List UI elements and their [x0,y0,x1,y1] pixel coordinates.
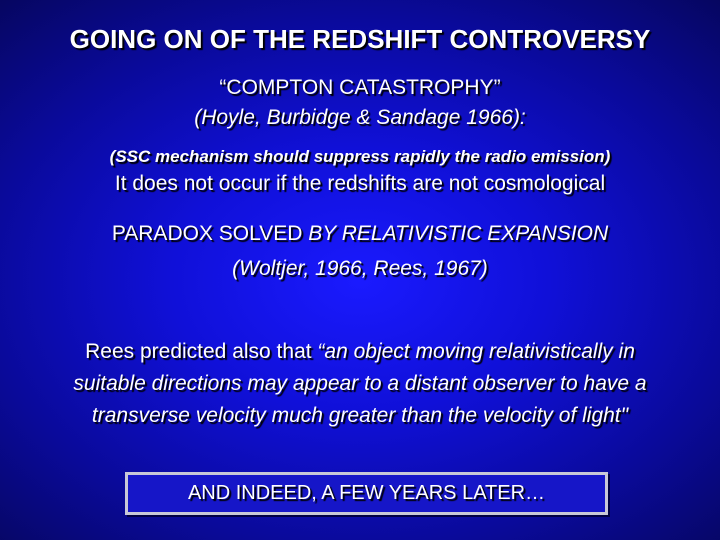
occurrence-statement: It does not occur if the redshifts are not cosmological [114,172,606,195]
rees-line-3: transverse velocity much greater than the velocity of light" [91,404,629,427]
compton-heading: “COMPTON CATASTROPHY” [219,76,501,99]
paradox-prefix: PARADOX SOLVED [111,222,309,245]
compton-citation: (Hoyle, Burbidge & Sandage 1966): [194,106,526,129]
rees-quote-start: “an object moving relativistically in [317,340,635,363]
paradox-citation: (Woltjer, 1966, Rees, 1967) [232,257,488,280]
rees-line-1 [0,340,720,364]
closing-box [125,472,608,515]
ssc-note: (SSC mechanism should suppress rapidly the radio emission) [109,147,611,166]
rees-line-2: suitable directions may appear to a distant observer to have a [73,372,647,395]
paradox-italic: BY RELATIVISTIC EXPANSION [308,222,609,245]
rees-prefix: Rees predicted also that [85,340,318,363]
slide-title: GOING ON OF THE REDSHIFT CONTROVERSY [69,24,651,54]
closing-box-text: AND INDEED, A FEW YEARS LATER… [187,482,546,504]
paradox-line [0,222,720,246]
